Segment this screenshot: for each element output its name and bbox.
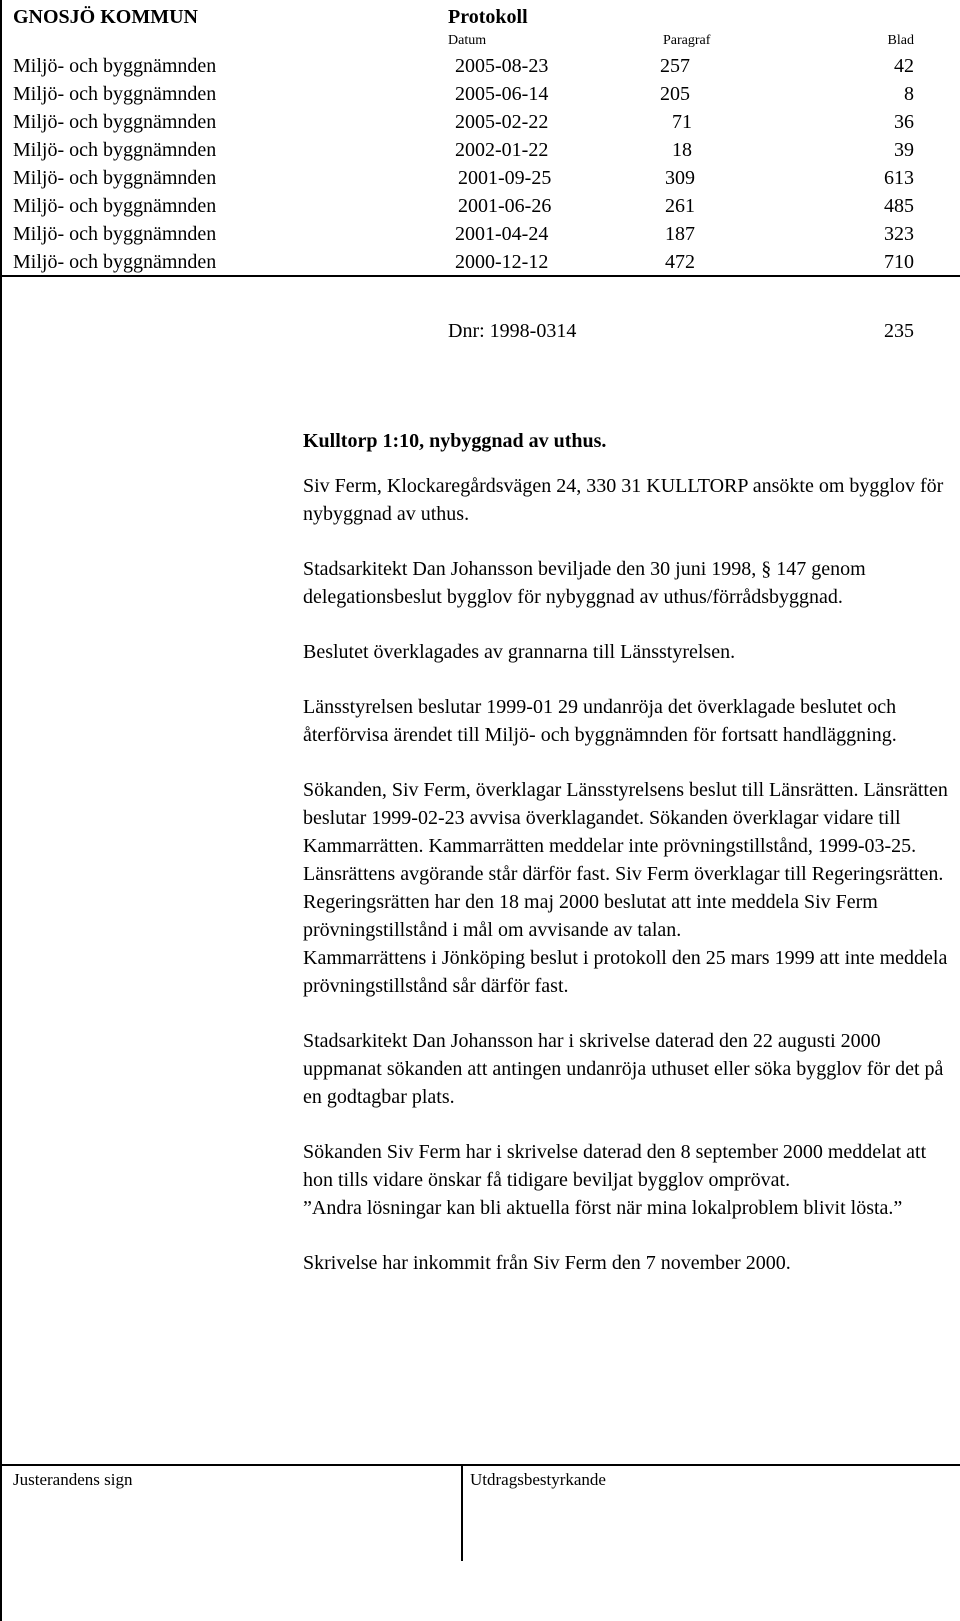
row-paragraph: 472 [665,251,695,273]
header-divider-line [0,275,960,277]
table-row [0,164,960,192]
row-paragraph: 18 [672,139,692,161]
paragraph-appeal: Beslutet överklagades av grannarna till Länsstyrelsen. [303,641,736,663]
table-row [0,220,960,248]
paragraph-applicant-letter: Sökanden Siv Ferm har i skrivelse daterad den 8 september 2000 meddelat att hon tills vidare önskar få tidigare beviljat bygglov omprövat. [303,1141,927,1191]
document-title: Protokoll [448,6,528,28]
table-row [0,80,960,108]
row-body-name: Miljö- och byggnämnden [13,111,217,133]
row-paragraph: 257 [660,55,690,77]
adjuster-signature-label: Justerandens sign [13,1470,133,1489]
paragraph-court-appeals: Sökanden, Siv Ferm, överklagar Länsstyrelsens beslut till Länsrätten. Länsrätten beslutar 1999-02-23 avvisa överklagandet. Sökanden överklagar vidare till Kammarrätten. Kammarrätten meddelar inte prövningstillstånd, 1999-03-25. Länsrättens avgörande står därför fast. Siv Ferm överklagar till Regeringsrätten. [303,779,948,885]
row-paragraph: 261 [665,195,695,217]
table-row [0,52,960,80]
paragraph-architect-letter: Stadsarkitekt Dan Johansson har i skrivelse daterad den 22 augusti 2000 uppmanat sökanden att antingen undanröja uthuset eller söka bygglov för det på en godtagbar plats. [303,1030,944,1108]
column-header-datum: Datum [448,33,487,48]
row-date: 2001-06-26 [458,195,552,217]
row-page: 42 [894,55,914,77]
case-heading: Kulltorp 1:10, nybyggnad av uthus. [303,430,607,452]
row-body-name: Miljö- och byggnämnden [13,251,217,273]
row-page: 323 [884,223,914,245]
column-header-blad: Blad [887,33,914,48]
row-date: 2001-04-24 [455,223,549,245]
row-body-name: Miljö- och byggnämnden [13,167,217,189]
row-body-name: Miljö- och byggnämnden [13,223,217,245]
diary-number: Dnr: 1998-0314 [448,320,577,342]
protocol-body [303,427,953,1277]
row-page: 485 [884,195,914,217]
organization-name: GNOSJÖ KOMMUN [13,6,198,28]
paragraph-application: Siv Ferm, Klockaregårdsvägen 24, 330 31 KULLTORP ansökte om bygglov för nybyggnad av uthus. [303,475,944,525]
row-date: 2001-09-25 [458,167,552,189]
paragraph-received-letter: Skrivelse har inkommit från Siv Ferm den 7 november 2000. [303,1252,791,1274]
paragraph-county-board: Länsstyrelsen beslutar 1999-01 29 undanröja det överklagade beslutet och återförvisa ärendet till Miljö- och byggnämnden för fortsatt handläggning. [303,696,897,746]
row-date: 2000-12-12 [455,251,549,273]
protocol-reference-table [0,52,960,276]
row-date: 2005-02-22 [455,111,549,133]
row-date: 2005-08-23 [455,55,549,77]
footer-divider-line [0,1464,960,1466]
row-date: 2002-01-22 [455,139,549,161]
row-paragraph: 205 [660,83,690,105]
table-row [0,248,960,276]
row-page: 613 [884,167,914,189]
paragraph-delegation-decision: Stadsarkitekt Dan Johansson beviljade den 30 juni 1998, § 147 genom delegationsbeslut bygglov för nybyggnad av uthus/förrådsbyggnad. [303,558,866,608]
row-body-name: Miljö- och byggnämnden [13,139,217,161]
signature-divider-line [461,1465,463,1561]
row-body-name: Miljö- och byggnämnden [13,55,217,77]
row-body-name: Miljö- och byggnämnden [13,83,217,105]
row-page: 36 [894,111,914,133]
paragraph-supreme-court: Regeringsrätten har den 18 maj 2000 beslutat att inte meddela Siv Ferm prövningstillstånd i mål om avvisande av talan. [303,891,878,941]
row-paragraph: 187 [665,223,695,245]
table-row [0,108,960,136]
extract-certification-label: Utdragsbestyrkande [470,1470,606,1489]
row-body-name: Miljö- och byggnämnden [13,195,217,217]
paragraph-quote: ”Andra lösningar kan bli aktuella först när mina lokalproblem blivit lösta.” [303,1197,903,1219]
table-row [0,136,960,164]
row-paragraph: 309 [665,167,695,189]
row-page: 8 [904,83,914,105]
row-paragraph: 71 [672,111,692,133]
section-number: 235 [884,320,914,342]
paragraph-court-of-appeal: Kammarrättens i Jönköping beslut i protokoll den 25 mars 1999 att inte meddela prövningstillstånd sår därför fast. [303,947,948,997]
column-header-paragraf: Paragraf [663,33,711,48]
row-page: 710 [884,251,914,273]
row-page: 39 [894,139,914,161]
table-row [0,192,960,220]
row-date: 2005-06-14 [455,83,549,105]
